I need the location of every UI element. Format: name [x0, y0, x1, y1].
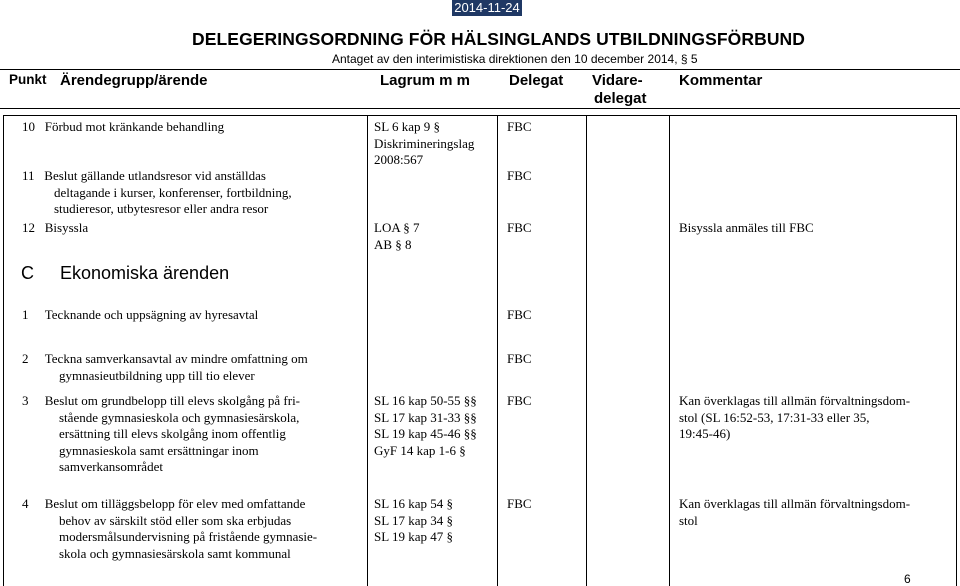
table-row: 4 Beslut om tilläggsbelopp för elev med omfattande behov av särskilt stöd eller som ska erbjudas modersmålsundervisning på fristående gymnasie- skola och gymnasiesärskola samt kommunal: [22, 496, 318, 561]
column-divider-kommentar: [669, 115, 670, 586]
section-letter: C: [21, 263, 34, 283]
lagrum-cell: SL 16 kap 50-55 §§ SL 17 kap 31-33 §§ SL 19 kap 45-46 §§ GyF 14 kap 1-6 §: [374, 393, 477, 458]
table-border-top: [3, 115, 957, 116]
delegat-cell: FBC: [507, 119, 532, 134]
kommentar-cell: Bisyssla anmäles till FBC: [679, 220, 814, 235]
lagrum-cell: LOA § 7 AB § 8: [374, 220, 420, 252]
table-border-left: [3, 115, 4, 586]
table-border-right: [956, 115, 957, 586]
column-divider-vidare: [586, 115, 587, 586]
delegat-cell: FBC: [507, 168, 532, 183]
table-row: 1 Tecknande och uppsägning av hyresavtal: [22, 307, 259, 322]
column-header-arende: Ärendegrupp/ärende: [60, 72, 208, 89]
column-header-delegat: Delegat: [509, 72, 564, 89]
column-header-vidaredelegat: Vidare- delegat: [592, 72, 647, 107]
delegat-cell: FBC: [507, 393, 532, 408]
delegat-cell: FBC: [507, 496, 532, 511]
delegat-cell: FBC: [507, 220, 532, 235]
table-row: 12 Bisyssla: [22, 220, 89, 235]
column-header-lagrum: Lagrum m m: [380, 72, 471, 89]
lagrum-cell: SL 16 kap 54 § SL 17 kap 34 § SL 19 kap 47 §: [374, 496, 453, 544]
table-row: 11 Beslut gällande utlandsresor vid anställdas deltagande i kurser, konferenser, fortbildning, studieresor, utbytesresor eller andra resor: [22, 168, 292, 216]
header-date: 2014-11-24: [452, 0, 522, 16]
delegat-cell: FBC: [507, 307, 532, 322]
section-title: Ekonomiska ärenden: [60, 263, 230, 283]
document-title: DELEGERINGSORDNING FÖR HÄLSINGLANDS UTBILDNINGSFÖRBUND: [192, 29, 806, 49]
column-divider-lagrum: [367, 115, 368, 586]
page-number: 6: [904, 572, 911, 586]
kommentar-cell: Kan överklagas till allmän förvaltningsdom- stol: [679, 496, 911, 528]
lagrum-cell: SL 6 kap 9 § Diskrimineringslag 2008:567: [374, 119, 475, 167]
column-header-punkt: Punkt: [9, 72, 47, 87]
header-rule-top: [0, 69, 960, 70]
column-header-kommentar: Kommentar: [679, 72, 763, 89]
column-divider-delegat: [497, 115, 498, 586]
table-row: 3 Beslut om grundbelopp till elevs skolgång på fri- stående gymnasieskola och gymnasiesärskola, ersättning till elevs skolgång inom offentlig gymnasieskola samt ersättningar inom samverkansområdet: [22, 393, 301, 474]
kommentar-cell: Kan överklagas till allmän förvaltningsdom- stol (SL 16:52-53, 17:31-33 eller 35, 19:45-46): [679, 393, 911, 441]
document-subtitle: Antaget av den interimistiska direktionen den 10 december 2014, § 5: [332, 52, 698, 66]
header-rule-bottom: [0, 108, 960, 109]
table-row: 2 Teckna samverkansavtal av mindre omfattning om gymnasieutbildning upp till tio elever: [22, 351, 308, 383]
delegat-cell: FBC: [507, 351, 532, 366]
table-row: 10 Förbud mot kränkande behandling: [22, 119, 225, 134]
